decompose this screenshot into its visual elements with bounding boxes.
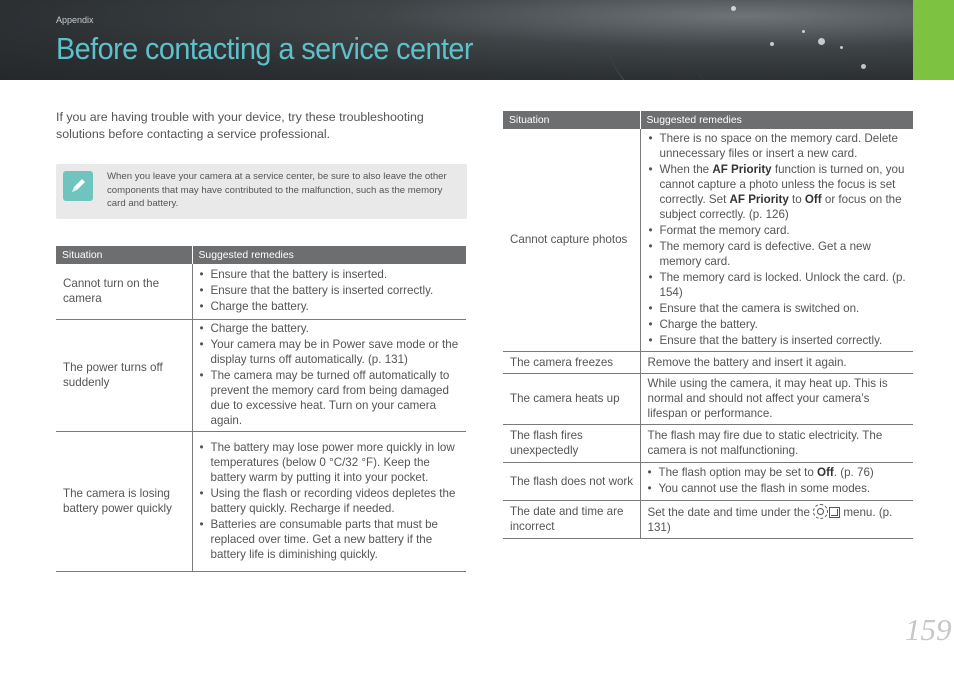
remedy-item: • Your camera may be in Power save mode or the display turns off automatically. (p. 131) [200, 337, 461, 367]
remedy-item [649, 162, 908, 222]
table-row [56, 319, 466, 431]
table-header-row [56, 246, 466, 264]
banner-sparkle [840, 46, 843, 49]
remedies-cell [192, 431, 466, 571]
remedy-item: • The memory card is locked. Unlock the card. (p. 154) [649, 270, 908, 300]
situation-cell: Cannot turn on the camera [56, 264, 192, 319]
off-term: Off [804, 192, 822, 206]
remedies-cell: The flash may fire due to static electricity. The camera is not malfunctioning. [640, 424, 913, 462]
remedy-item: • There is no space on the memory card. Delete unnecessary files or insert a new card. [649, 131, 908, 161]
remedy-text: to [788, 192, 805, 206]
intro-paragraph: If you are having trouble with your device, try these troubleshooting solutions before contacting a service professional. [56, 110, 424, 141]
column-header-remedies: Suggested remedies [640, 111, 913, 129]
remedy-item: • Batteries are consumable parts that must be replaced over time. Get a new battery if the battery life is diminishing quickly. [200, 517, 461, 562]
column-header-situation: Situation [56, 246, 192, 264]
remedy-item: • Ensure that the battery is inserted correctly. [200, 283, 461, 298]
banner-sparkle [802, 30, 805, 33]
table-row [56, 431, 466, 571]
remedy-text: menu. (p. 131) [647, 505, 893, 534]
chapter-tab [913, 0, 954, 80]
situation-cell: The power turns off suddenly [56, 319, 192, 431]
remedy-item [648, 465, 908, 480]
banner-sparkle [861, 64, 866, 69]
remedy-item: • Charge the battery. [649, 317, 908, 332]
banner-sparkle [818, 38, 825, 45]
situation-cell: The camera freezes [503, 351, 640, 373]
pencil-note-icon [63, 171, 93, 201]
remedy-text: The flash option may be set to [658, 466, 818, 479]
off-term: Off [817, 466, 834, 479]
column-header-remedies: Suggested remedies [192, 246, 466, 264]
page-number: 159 [905, 612, 952, 647]
remedies-cell [640, 462, 913, 500]
remedies-cell: Remove the battery and insert it again. [640, 351, 913, 373]
remedy-text: Set the date and time under the [647, 505, 814, 519]
remedy-text: or focus on the subject correctly. (p. 126) [659, 192, 902, 221]
troubleshooting-table-left [56, 246, 466, 572]
situation-cell: The camera heats up [503, 373, 640, 424]
af-priority-term: AF Priority [729, 192, 789, 206]
remedies-cell [192, 319, 466, 431]
remedy-item: • You cannot use the flash in some modes. [648, 481, 908, 496]
table-row [503, 500, 913, 538]
situation-cell: Cannot capture photos [503, 129, 640, 351]
af-priority-term: AF Priority [712, 162, 772, 176]
table-header-row [503, 111, 913, 129]
remedies-cell: While using the camera, it may heat up. This is normal and should not affect your camera’s lifespan or performance. [640, 373, 913, 424]
remedy-item: • Ensure that the battery is inserted. [200, 267, 461, 282]
remedy-text: function is turned on, you cannot capture a photo unless the focus is set correctly. Set [659, 162, 905, 206]
remedy-item: • Charge the battery. [200, 299, 461, 314]
remedy-item: • Ensure that the battery is inserted correctly. [649, 333, 908, 348]
remedies-cell [640, 500, 913, 538]
menu-icon [829, 507, 840, 518]
note-box [56, 164, 467, 219]
page-title: Before contacting a service center [56, 31, 473, 66]
section-label: Appendix [56, 15, 94, 25]
table-row [503, 129, 913, 351]
table-row [503, 373, 913, 424]
troubleshooting-table-right [503, 111, 913, 539]
banner-sparkle [770, 42, 774, 46]
remedy-item: • Format the memory card. [649, 223, 908, 238]
table-row [503, 462, 913, 500]
remedy-item: • Charge the battery. [200, 321, 461, 336]
situation-cell: The camera is losing battery power quickly [56, 431, 192, 571]
settings-gear-icon [813, 504, 828, 519]
remedy-item: • Ensure that the camera is switched on. [649, 301, 908, 316]
remedy-item: • The camera may be turned off automatically to prevent the memory card from being damaged due to excessive heat. Turn on your camera again. [200, 368, 461, 428]
remedies-cell [640, 129, 913, 351]
note-text: When you leave your camera at a service center, be sure to also leave the other components that may have contributed to the malfunction, such as the memory card and battery. [107, 171, 447, 210]
situation-cell: The flash fires unexpectedly [503, 424, 640, 462]
remedy-item: • The memory card is defective. Get a new memory card. [649, 239, 908, 269]
banner-sparkle [731, 6, 736, 11]
table-row [503, 424, 913, 462]
remedy-item: • The battery may lose power more quickly in low temperatures (below 0 °C/32 °F). Keep the battery warm by putting it into your pocket. [200, 440, 461, 485]
remedy-text: When the [659, 162, 713, 176]
table-row [56, 264, 466, 319]
column-header-situation: Situation [503, 111, 640, 129]
remedy-text: . (p. 76) [833, 466, 874, 479]
situation-cell: The flash does not work [503, 462, 640, 500]
remedies-cell [192, 264, 466, 319]
situation-cell: The date and time are incorrect [503, 500, 640, 538]
table-row [503, 351, 913, 373]
remedy-item: • Using the flash or recording videos depletes the battery quickly. Recharge if needed. [200, 486, 461, 516]
